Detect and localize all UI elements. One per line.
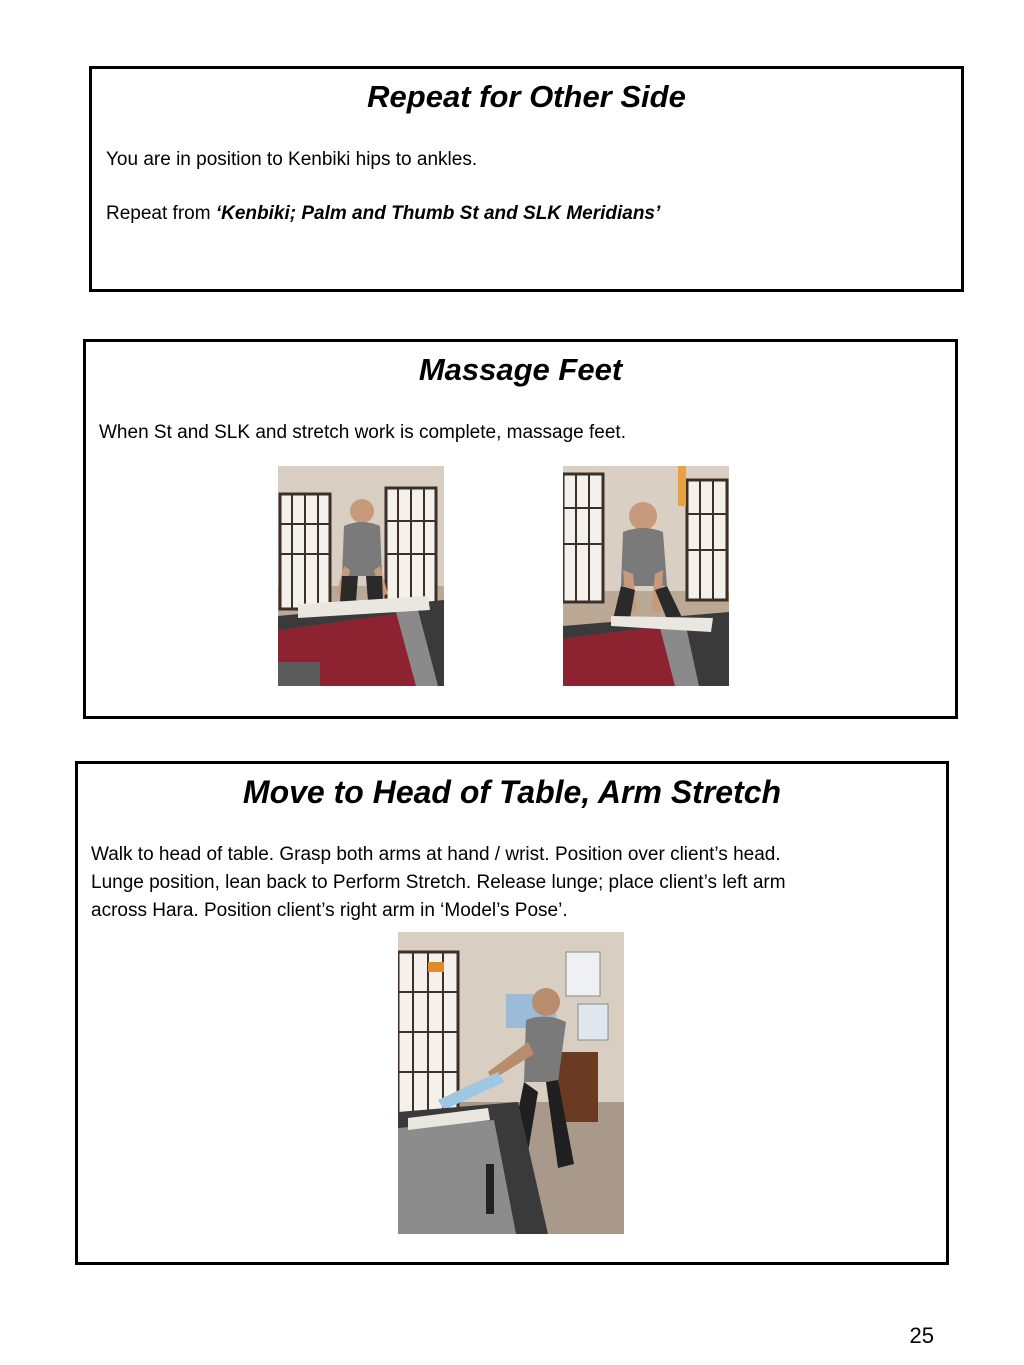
- section-arm-stretch: [75, 761, 949, 1265]
- repeat-prefix: Repeat from: [106, 203, 216, 224]
- repeat-reference: ‘Kenbiki; Palm and Thumb St and SLK Meridians’: [215, 203, 661, 224]
- section-paragraph-line-2: Lunge position, lean back to Perform Stretch. Release lunge; place client’s left arm: [91, 872, 786, 893]
- section-paragraph: You are in position to Kenbiki hips to ankles.: [106, 149, 478, 170]
- page-number: 25: [909, 1323, 934, 1348]
- section-paragraph-line-3: across Hara. Position client’s right arm in ‘Model’s Pose’.: [91, 900, 568, 921]
- section-title: Massage Feet: [418, 352, 623, 387]
- repeat-from-line: [106, 200, 660, 228]
- arm-stretch-photo: [398, 932, 624, 1234]
- section-title: Repeat for Other Side: [367, 79, 686, 114]
- section-massage-feet: [83, 339, 958, 719]
- section-paragraph: When St and SLK and stretch work is complete, massage feet.: [99, 422, 626, 443]
- section-title: Move to Head of Table, Arm Stretch: [242, 774, 782, 810]
- section-paragraph-line-1: Walk to head of table. Grasp both arms at hand / wrist. Position over client’s head.: [91, 844, 781, 865]
- massage-feet-photo-1: [278, 466, 444, 686]
- section-repeat-other-side: [89, 66, 964, 292]
- massage-feet-photo-2: [563, 466, 729, 686]
